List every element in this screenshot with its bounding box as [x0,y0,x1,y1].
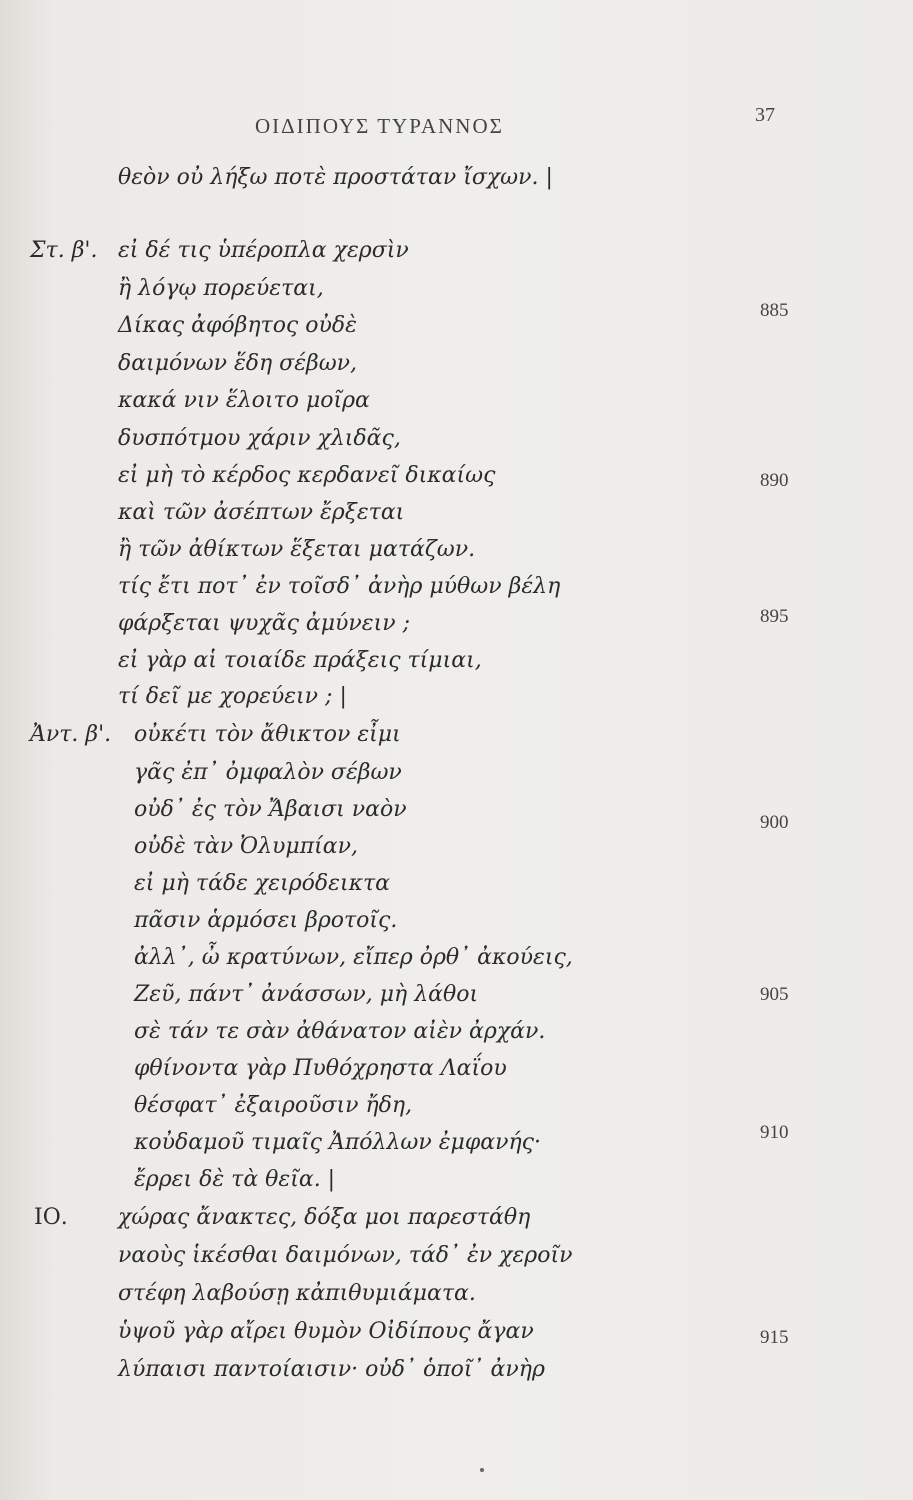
verse-line: καὶ τῶν ἀσέπτων ἔρξεται [118,500,405,525]
ink-dot [480,1468,484,1472]
verse-line: εἰ μὴ τὸ κέρδος κερδανεῖ δικαίως [118,463,496,488]
antistrophe-label: Ἀντ. β'. [30,722,112,747]
verse-line: εἰ δέ τις ὑπέροπλα χερσὶν [118,238,409,263]
verse-line: δαιμόνων ἕδη σέβων, [118,351,358,376]
line-number: 885 [760,300,789,321]
verse-line: ὑψοῦ γὰρ αἴρει θυμὸν Οἰδίπους ἄγαν [118,1319,534,1344]
verse-line: θεὸν οὐ λήξω ποτὲ προστάταν ἴσχων. | [118,165,553,190]
verse-line: εἰ γὰρ αἱ τοιαίδε πράξεις τίμιαι, [118,648,482,673]
verse-line: γᾶς ἐπ᾿ ὀμφαλὸν σέβων [134,760,402,785]
verse-line: φθίνοντα γὰρ Πυθόχρηστα Λαΐου [134,1056,507,1081]
verse-line: σὲ τάν τε σὰν ἀθάνατον αἰὲν ἀρχάν. [134,1019,546,1044]
line-number: 910 [760,1122,789,1143]
speaker-label: ΙΟ. [34,1205,68,1230]
verse-line: ἔρρει δὲ τὰ θεῖα. | [134,1167,336,1192]
line-number: 915 [760,1327,789,1348]
verse-line: στέφη λαβούσῃ κἀπιθυμιάματα. [118,1281,476,1306]
verse-line: θέσφατ᾿ ἐξαιροῦσιν ἤδη, [134,1093,413,1118]
page-number: 37 [755,104,775,126]
line-number: 900 [760,812,789,833]
verse-line: οὐκέτι τὸν ἄθικτον εἶμι [134,722,401,747]
verse-line: εἰ μὴ τάδε χειρόδεικτα [134,871,391,896]
verse-line: χώρας ἄνακτες, δόξα μοι παρεστάθη [118,1205,531,1230]
verse-line: ναοὺς ἱκέσθαι δαιμόνων, τάδ᾿ ἐν χεροῖν [118,1243,573,1268]
verse-line: Ζεῦ, πάντ᾿ ἀνάσσων, μὴ λάθοι [134,982,479,1007]
strophe-label: Στ. β'. [30,238,98,263]
verse-line: κοὐδαμοῦ τιμαῖς Ἀπόλλων ἐμφανής· [134,1130,541,1155]
verse-line: φάρξεται ψυχᾶς ἀμύνειν ; [118,611,411,636]
verse-line: λύπαισι παντοίαισιν· οὐδ᾿ ὁποῖ᾿ ἀνὴρ [118,1357,545,1382]
verse-line: ἢ λόγῳ πορεύεται, [118,276,324,301]
verse-line: πᾶσιν ἁρμόσει βροτοῖς. [134,908,398,933]
verse-line: τί δεῖ με χορεύειν ; | [118,684,347,709]
line-number: 890 [760,470,789,491]
verse-line: ἀλλ᾿, ὦ κρατύνων, εἴπερ ὀρθ᾿ ἀκούεις, [134,945,573,970]
line-number: 895 [760,606,789,627]
verse-line: οὐδ᾿ ἐς τὸν Ἄβαισι ναὸν [134,797,407,822]
verse-line: κακά νιν ἕλοιτο μοῖρα [118,388,370,413]
verse-line: οὐδὲ τὰν Ὀλυμπίαν, [134,834,359,859]
verse-line: Δίκας ἀφόβητος οὐδὲ [118,313,357,338]
line-number: 905 [760,984,789,1005]
verse-line: ἢ τῶν ἀθίκτων ἕξεται ματάζων. [118,537,476,562]
verse-line: δυσπότμου χάριν χλιδᾶς, [118,426,401,451]
verse-line: τίς ἔτι ποτ᾿ ἐν τοῖσδ᾿ ἀνὴρ μύθων βέλη [118,574,561,599]
running-head-title: ΟΙΔΙΠΟΥΣ ΤΥΡΑΝΝΟΣ [255,114,504,138]
